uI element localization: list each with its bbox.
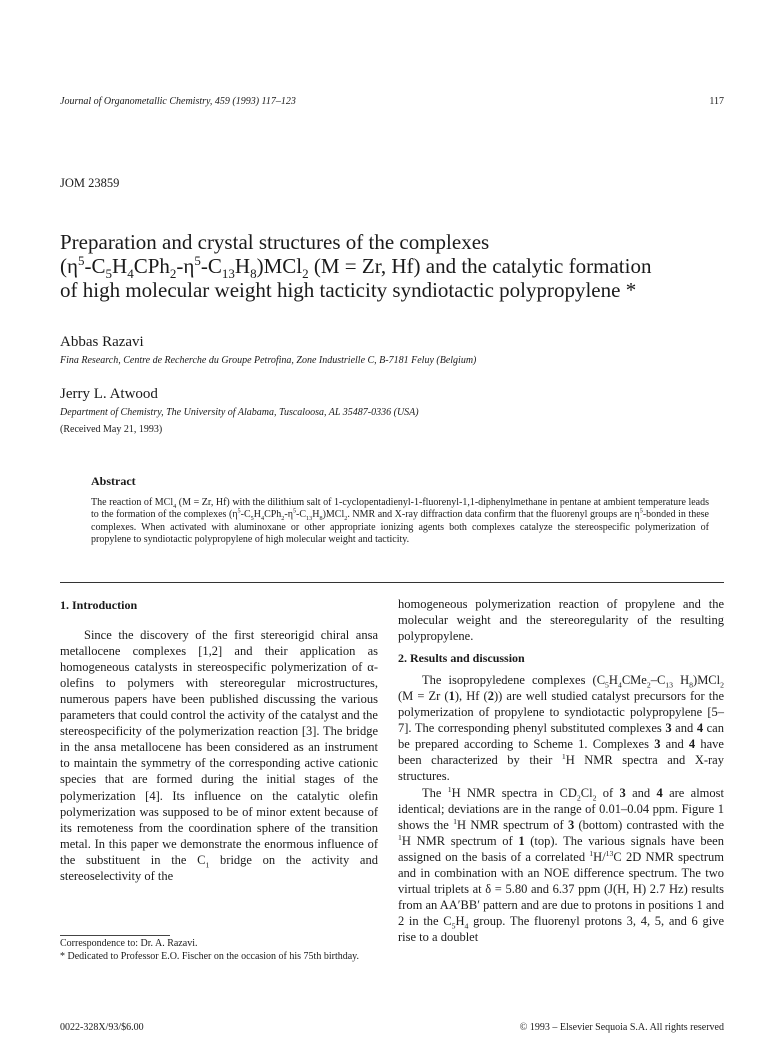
dedication-note: * Dedicated to Professor E.O. Fischer on the occasion of his 75th birthday. <box>60 951 360 962</box>
section-divider <box>60 582 724 583</box>
title-line-1: Preparation and crystal structures of the complexes <box>60 230 490 254</box>
page-footer <box>60 1022 724 1033</box>
author-affiliation: Fina Research, Centre de Recherche du Groupe Petrofina, Zone Industrielle C, B-7181 Feluy (Belgium) <box>60 355 477 366</box>
continued-paragraph: homogeneous polymerization reaction of propylene and the molecular weight and the stereoregularity of the resulting polypropylene. <box>398 597 724 644</box>
left-column <box>60 597 378 884</box>
abstract-text: The reaction of MCl$_4$ (M = Zr, Hf) with the dilithium salt of 1-cyclopentadienyl-1-fluorenyl-1,1-diphenylmethane in pentane at ambient temperature leads to the formation of the complexes $(\eta^5-C_5H_4CPh_2-\eta^5-C_{13}H_8)MCl_2$. NMR and X-ray diffraction data confirm that the fluorenyl groups are $\eta^5$-bonded in these complexes. When activated with aluminoxane or other appropriate ionizing agents both complexes catalyze the stereospecific polymerization of propylene to syndiotactic polypropylene of high molecular weight and tacticity. <box>91 497 709 546</box>
title-line-2: $(\eta^5-C_5H_4CPh_2-\eta^5-C_{13}H_8)MCl_2$ (M = Zr, Hf) and the catalytic formation <box>60 253 652 282</box>
author-name: Abbas Razavi <box>60 334 144 350</box>
section-heading: 1. Introduction <box>60 598 138 612</box>
footnote-divider <box>60 935 170 936</box>
results-paragraph: The isopropyledene complexes ($C_5H_4CMe_2-C_{13}$ $H_8)MCl_2$ (M = Zr (1), Hf (2)) are well studied catalyst precursors for the polymerization of propylene to syndiotactic polypropylene [5–7]. The corresponding phenyl substituted complexes 3 and 4 can be prepared according to Scheme 1. Complexes 3 and 4 have been characterized by their $^1$H NMR spectra and X-ray structures. <box>398 673 724 784</box>
received-date: (Received May 21, 1993) <box>60 424 163 435</box>
article-title <box>60 230 740 302</box>
section-heading: 2. Results and discussion <box>398 651 525 666</box>
title-line-3: of high molecular weight high tacticity syndiotactic polypropylene * <box>60 278 637 302</box>
introduction-paragraph: Since the discovery of the first stereorigid chiral ansa metallocene complexes [1,2] and their application as homogeneous catalysts in stereospecific polymerization of α-olefins to polymers with stereoregular microstructures, numerous papers have been published discussing the various parameters that could control the activity of the catalyst and the stereospecificity of the polymerization reaction [3]. The bridge in the ansa metallocene has been considered as an instrument to maintain the symmetry of the corresponding active cationic species that are formed during the initial stages of the polymerization [4]. Its influence on the catalytic olefin polymerization was supposed to be of minor extent because of its remoteness from the coordination sphere of the transition metal. In this paper we demonstrate the enormous influence of the substituent in the $C_1$ bridge on the activity and stereoselectivity of the <box>60 628 378 883</box>
article-code: JOM 23859 <box>60 176 120 190</box>
issn-code: 0022-328X/93/$6.00 <box>60 1022 144 1033</box>
journal-citation: Journal of Organometallic Chemistry, 459 (1993) 117–123 <box>60 96 296 107</box>
author-name: Jerry L. Atwood <box>60 386 158 402</box>
copyright: © 1993 – Elsevier Sequoia S.A. All rights reserved <box>519 1022 724 1033</box>
footnotes <box>60 937 378 963</box>
running-head <box>60 96 724 107</box>
results-paragraph: The $^1$H NMR spectra in $CD_2Cl_2$ of 3 and 4 are almost identical; deviations are in the range of 0.01–0.04 ppm. Figure 1 shows the $^1$H NMR spectrum of 3 (bottom) contrasted with the $^1$H NMR spectrum of 1 (top). The various signals have been assigned on the basis of a correlated $^1$H/$^{13}$C 2D NMR spectrum and in combination with an NOE difference spectrum. The two virtual triplets at δ = 5.80 and 6.37 ppm (J(H, H) 2.7 Hz) results from an AA′BB′ pattern and are due to protons in positions 1 and 2 in the $C_5H_4$ group. The fluorenyl protons 3, 4, 5, and 6 give rise to a doublet <box>398 784 724 944</box>
author-affiliation: Department of Chemistry, The University of Alabama, Tuscaloosa, AL 35487-0336 (USA) <box>60 407 419 418</box>
correspondence-note: Correspondence to: Dr. A. Razavi. <box>60 938 198 949</box>
right-column <box>398 596 724 945</box>
page-number: 117 <box>709 96 724 107</box>
abstract-heading: Abstract <box>91 474 136 488</box>
